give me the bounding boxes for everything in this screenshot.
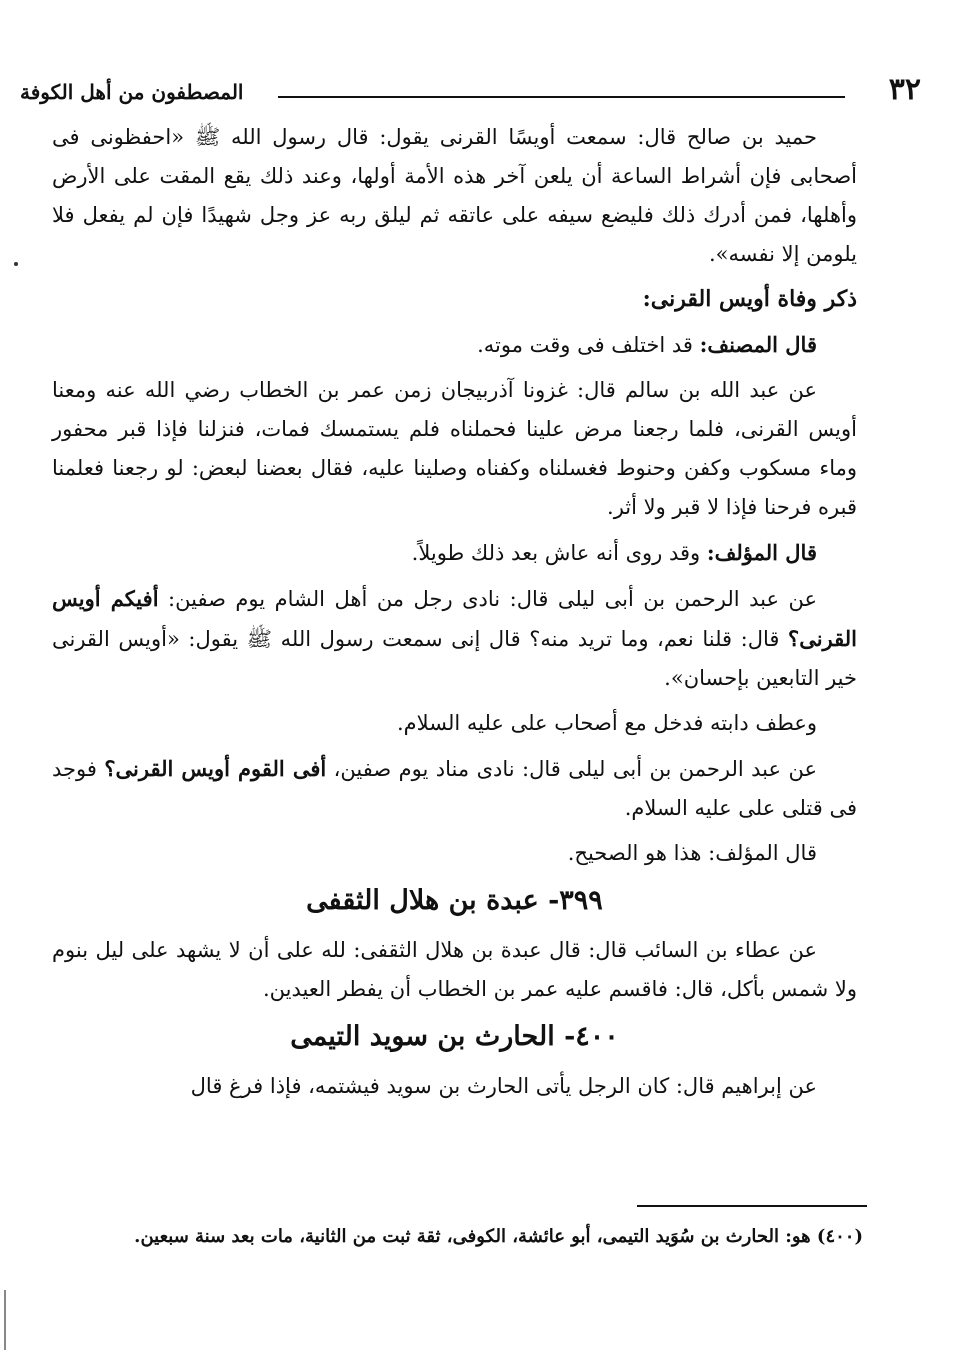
narration-1-question: أفيكم أويس القرنى؟ [52,586,857,651]
narration-2-question: أفى القوم أويس القرنى؟ [104,756,327,781]
section-heading-death: ذكر وفاة أويس القرنى: [642,286,857,312]
entry-heading-399: ٣٩٩- عبدة بن هلال الثقفى [306,885,603,916]
paragraph-author-note-1 [52,325,857,365]
page-header [20,72,921,108]
footnote-rule [637,1205,867,1207]
paragraph-hadith-ashrat: حميد بن صالح قال: سمعت أويسًا القرنى يقول: قال رسول الله ﷺ «احفظونى فى أصحابى فإن أشراط الساعة أن يلعن آخر هذه الأمة أولها، وعند ذلك يقع المقت على الأرض وأهلها، فمن أدرك ذلك فليضع سيفه على عاتقه ثم ليلق ربه عز وجل شهيدًا فإن لم يفعل فلا يلومن إلا نفسه». [52,125,858,266]
paragraph-ibn-abi-layla-2 [52,749,857,828]
paragraph-abdullah-bin-salim: عن عبد الله بن سالم قال: غزونا آذربيجان زمن عمر بن الخطاب رضي الله عنه ومعنا أويس القرنى، فلما رجعنا مرض علينا فحملناه فلم يستمسك فمات، فنزلنا فإذا قبر محفور وماء مسكوب وكفن وحنوط فغسلناه وكفناه وصلينا عليه، فقال بعضنا لبعض: لو رجعنا فعلمنا قبره فرحنا فإذا لا قبر ولا أثر. [52,378,857,519]
narration-1-intro: عن عبد الرحمن بن أبى ليلى قال: نادى رجل من أهل الشام يوم صفين: [168,587,818,611]
scan-speck [14,262,18,266]
author-note-1-text: قد اختلف فى وقت موته. [477,333,693,357]
paragraph-author-note-2 [52,533,857,573]
narration-1-rest: قال: قلنا نعم، وما تريد منه؟ قال إنى سمعت رسول الله ﷺ يقول: «أويس القرنى خير التابعين بإحسان». [52,627,857,690]
narration-2-rest: فوجد فى قتلى على عليه السلام. [52,757,857,820]
author-note-2-text: وقد روى أنه عاش بعد ذلك طويلاً. [411,541,701,565]
header-rule [278,96,845,98]
page-number: ٣٢ [888,72,921,107]
paragraph-author-correct: قال المؤلف: هذا هو الصحيح. [567,841,817,865]
main-text [52,118,857,1112]
author-label-1: قال المصنف: [699,332,817,357]
scan-edge-mark [4,1290,6,1350]
paragraph-turned-mount: وعطف دابته فدخل مع أصحاب على عليه السلام. [397,711,817,735]
footnote-400: (٤٠٠) هو: الحارث بن سُوَيد التيمى، أبو عائشة، الكوفى، ثقة ثبت من الثانية، مات بعد سنة سبعين. [134,1226,863,1247]
author-label-2: قال المؤلف: [706,540,817,565]
paragraph-ata-bin-saib: عن عطاء بن السائب قال: قال عبدة بن هلال الثقفى: لله على أن لا يشهد على ليل بنوم ولا شمس بأكل، قال: فاقسم عليه عمر بن الخطاب أن يفطر العيدين. [52,938,857,1001]
paragraph-ibn-abi-layla-1 [52,579,857,698]
running-title: المصطفون من أهل الكوفة [20,80,244,104]
narration-2-intro: عن عبد الرحمن بن أبى ليلى قال: نادى مناد يوم صفين، [333,757,817,781]
entry-heading-400: ٤٠٠- الحارث بن سويد التيمى [290,1021,619,1052]
paragraph-ibrahim: عن إبراهيم قال: كان الرجل يأتى الحارث بن سويد فيشتمه، فإذا فرغ قال [190,1074,817,1098]
